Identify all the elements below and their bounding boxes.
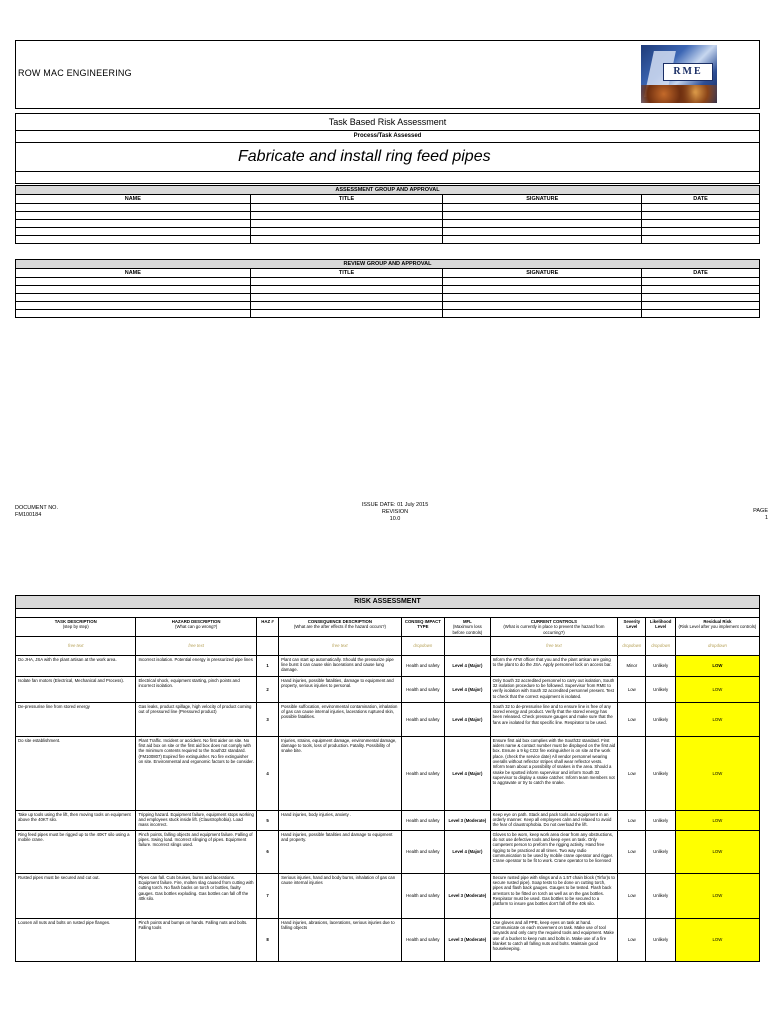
- logo-text: RME: [663, 63, 713, 81]
- risk-impact-type: Health and safety: [401, 702, 445, 736]
- risk-severity: Low: [618, 736, 646, 810]
- approval-cell: [443, 220, 642, 228]
- task-title: Task Based Risk Assessment: [16, 114, 759, 131]
- risk-number: 2: [256, 676, 278, 702]
- hint-free-text: free text: [16, 636, 136, 655]
- risk-mfl: Level 3 (Moderate): [445, 873, 491, 918]
- approval-cell: [250, 236, 443, 244]
- risk-severity: Minor: [618, 655, 646, 676]
- risk-row: [16, 918, 760, 961]
- risk-severity: Low: [618, 830, 646, 873]
- approval-cell: [16, 294, 251, 302]
- risk-controls: Ensure first aid box complies with the South32 standard. First aiders name & contact number must be displayed on the first aid box. Ensure a 9 kg CO2 fire extinguisher is on site at the work place. (check the service date) All vendor personnel wearing overalls without reflector stripes shall wear reflector vests. Inform team about a possibility of snakes in the area. Should a snake be spotted inform supervisor and inform South 32 supervisor to display a snake catcher. Inform team members not to aggravate or try to catch the snake.: [490, 736, 618, 810]
- risk-severity: Low: [618, 873, 646, 918]
- risk-likelihood: Unlikely: [646, 810, 675, 830]
- assessment-group-table: [15, 185, 760, 244]
- approval-cell: [642, 302, 760, 310]
- approval-cell: [642, 294, 760, 302]
- risk-task: Take up tools using the lift, then moving tools on equipment above the 40KT silo.: [16, 810, 136, 830]
- review-group-title: REVIEW GROUP AND APPROVAL: [16, 260, 760, 269]
- risk-task: Isolate fan motors (Electrical, Mechanical and Process).: [16, 676, 136, 702]
- risk-consequence: Hand injuries, abrasions, lacerations, serious injuries due to falling objects: [279, 918, 401, 961]
- risk-likelihood: Unlikely: [646, 918, 675, 961]
- logo-sparks: [641, 85, 717, 103]
- revision-label: REVISION: [381, 509, 409, 515]
- column-header: NAME: [16, 269, 251, 278]
- risk-task: Do JHA, JSA with the plant artisan at the work area.: [16, 655, 136, 676]
- header-hazard: HAZARD DESCRIPTION (What can go wrong?): [136, 618, 256, 637]
- header-task: TASK DESCRIPTION (step by step): [16, 618, 136, 637]
- risk-controls: Secure rusted pipe with slings and a 1.5T chain block (Tirfor)s to secure rusted pipe). Soap tests to be done on cutting torch, pipes and flash back gauges. Gauges to be tested. Flash back arrestors to be fitted on torch as well as on the gas bottles. Respirator must be used. Gas bottles to be secured to a platform to insure gas bottles don't fall off the 40k silo.: [490, 873, 618, 918]
- hint-empty: [445, 636, 491, 655]
- risk-consequence: Possible suffocation, environmental contamination, inhalation of gas can cause internal injuries, lacerations ruptured skin, possible fatalities.: [279, 702, 401, 736]
- approval-cell: [16, 302, 251, 310]
- risk-residual: LOW: [675, 736, 759, 810]
- approval-cell: [250, 310, 443, 318]
- risk-consequence: Hand injuries, possible fatalities and damage to equipment and property.: [279, 830, 401, 873]
- risk-mfl: Level 3 (Moderate): [445, 810, 491, 830]
- risk-task: Do site establishment.: [16, 736, 136, 810]
- approval-cell: [16, 220, 251, 228]
- approval-cell: [250, 204, 443, 212]
- approval-cell: [443, 310, 642, 318]
- approval-cell: [443, 204, 642, 212]
- risk-number: 6: [256, 830, 278, 873]
- risk-hazard: Tripping hazard. Equipment failure, equipment stops working and employees stuck inside lift. (Claustrophobia). Load mass incorrect.: [136, 810, 256, 830]
- revision-number: 10.0: [389, 516, 401, 522]
- assessment-group-title: ASSESSMENT GROUP AND APPROVAL: [16, 186, 760, 195]
- risk-row: [16, 676, 760, 702]
- process-label: Process/Task Assessed: [16, 131, 759, 143]
- approval-row: [16, 302, 760, 310]
- column-header: TITLE: [250, 195, 443, 204]
- approval-row: [16, 310, 760, 318]
- approval-cell: [443, 302, 642, 310]
- column-header: NAME: [16, 195, 251, 204]
- risk-likelihood: Unlikely: [646, 702, 675, 736]
- risk-likelihood: Unlikely: [646, 655, 675, 676]
- risk-hazard: Pipes can fall. Cuts bruises, burns and lacerations. Equipment failure. Fire, molten slag caused from cutting with cutting torch. No flash backs on torch or bottles, faulty gauges. Gas bottles exploding. Gas bottles can fall off the 40k silo.: [136, 873, 256, 918]
- approval-cell: [250, 294, 443, 302]
- risk-controls: South 32 to de-pressurise line and to ensure line is free of any stored energy and product. Verify that the stored energy has been released. Check pressure gauges and make sure that the fans are isolated for that specific line. Respirator to be used.: [490, 702, 618, 736]
- risk-controls: Keep eye on path. Stack and pack tools and equipment in an orderly manner. Keep all employees calm and relaxed to avoid the fear of claustrophobia. Do not overload the lift.: [490, 810, 618, 830]
- approval-cell: [250, 286, 443, 294]
- approval-row: [16, 228, 760, 236]
- approval-cell: [250, 228, 443, 236]
- risk-mfl: Level 3 (Moderate): [445, 918, 491, 961]
- approval-cell: [250, 212, 443, 220]
- risk-consequence: Plant can start up automatically. Should the pressurize pipe line burst it can cause skin lacerations and cause lung damage.: [279, 655, 401, 676]
- risk-controls: Only South 32 accredited personnel to carry out isolation, South 32 isolation procedure to be followed. Supervisor from RME to verify isolation with South 32 accredited personnel present. Test to check that the correct equipment is isolated.: [490, 676, 618, 702]
- hint-free-text: free text: [136, 636, 256, 655]
- approval-cell: [443, 212, 642, 220]
- process-name: Fabricate and install ring feed pipes: [238, 148, 491, 165]
- risk-assessment-title: RISK ASSESSMENT: [16, 596, 760, 609]
- approval-cell: [443, 278, 642, 286]
- risk-residual: LOW: [675, 918, 759, 961]
- header-residual: Residual Risk (Risk Level after you implement controls): [675, 618, 759, 637]
- header-consequence: CONSEQUENCE DESCRIPTION (What are the after effects if the hazard occurs?): [279, 618, 401, 637]
- hint-empty: [256, 636, 278, 655]
- risk-task: Rusted pipes must be secured and cut out.: [16, 873, 136, 918]
- risk-assessment-table: [15, 595, 760, 962]
- risk-residual: LOW: [675, 810, 759, 830]
- risk-number: 7: [256, 873, 278, 918]
- risk-mfl: Level 4 (Major): [445, 655, 491, 676]
- column-header: DATE: [642, 269, 760, 278]
- document-number-label: DOCUMENT NO.: [15, 505, 58, 511]
- approval-row: [16, 204, 760, 212]
- header-haz-number: HAZ #: [256, 618, 278, 637]
- risk-consequence: Serious injuries, hand and body burns, inhalation of gas can cause internal injuries: [279, 873, 401, 918]
- risk-residual: LOW: [675, 655, 759, 676]
- risk-severity: Low: [618, 918, 646, 961]
- approval-cell: [250, 302, 443, 310]
- risk-hazard: Plant Traffic. Incident or accident. No first aider on site. No first aid box on site or the first aid box does not comply with the minimum contents required to the South32 standard. (FM100807) Expired fire extinguisher. No fire extinguisher on site. Environmental and ergonomic factors to be consider.: [136, 736, 256, 810]
- risk-likelihood: Unlikely: [646, 736, 675, 810]
- risk-row: [16, 702, 760, 736]
- approval-row: [16, 212, 760, 220]
- header-controls: CURRENT CONTROLS (What is currently in place to prevent the hazard from occurring?): [490, 618, 618, 637]
- issue-block: [330, 502, 460, 523]
- risk-consequence: Hand injuries, possible fatalities, damage to equipment and property, serious injuries to personal.: [279, 676, 401, 702]
- risk-hazard: Pinch points, falling objects and equipment failure. Falling of pipes. Swing load. Incorrect slinging of pipes. Equipment failure. Incorrect slings used.: [136, 830, 256, 873]
- approval-cell: [443, 286, 642, 294]
- risk-row: [16, 830, 760, 873]
- risk-hazard: Electrical shock, equipment starting, pinch points and incorrect isolation.: [136, 676, 256, 702]
- risk-task: Loosen all nuts and bolts on rusted pipe flanges.: [16, 918, 136, 961]
- risk-residual: LOW: [675, 830, 759, 873]
- approval-cell: [16, 204, 251, 212]
- risk-hazard: Gas leaks, product spillage, high velocity of product coming out of pressured line (Pressured product): [136, 702, 256, 736]
- approval-cell: [642, 278, 760, 286]
- risk-controls: Gloves to be worn, keep work area clear from any obstructions, do not use defective tools and keep eyes on task. Only competent person to preform the rigging activity. Hand free rigging to be practiced at all times. Two way radio communication to be used by mobile crane operator and rigger. Crane operator to be fit to work. Crane operator to be licensed: [490, 830, 618, 873]
- header-impact-type: CONSEQ IMPACT TYPE: [401, 618, 445, 637]
- risk-residual: LOW: [675, 873, 759, 918]
- hint-free-text: free text: [279, 636, 401, 655]
- approval-row: [16, 220, 760, 228]
- review-group-table: [15, 259, 760, 318]
- risk-severity: Low: [618, 676, 646, 702]
- risk-severity: Low: [618, 702, 646, 736]
- company-logo: [641, 45, 717, 103]
- approval-cell: [443, 294, 642, 302]
- approval-cell: [642, 204, 760, 212]
- risk-number: 3: [256, 702, 278, 736]
- approval-cell: [16, 310, 251, 318]
- approval-cell: [642, 220, 760, 228]
- risk-mfl: Level 4 (Major): [445, 676, 491, 702]
- hint-dropdown: dropdown: [675, 636, 759, 655]
- header-mfl: MFL (Maximum loss before controls): [445, 618, 491, 637]
- approval-cell: [16, 228, 251, 236]
- approval-cell: [642, 286, 760, 294]
- header-severity: Severity Level: [618, 618, 646, 637]
- column-header: TITLE: [250, 269, 443, 278]
- risk-residual: LOW: [675, 676, 759, 702]
- risk-impact-type: Health and safety: [401, 736, 445, 810]
- approval-row: [16, 236, 760, 244]
- approval-cell: [642, 236, 760, 244]
- header-likelihood: Likelihood Level: [646, 618, 675, 637]
- approval-row: [16, 294, 760, 302]
- risk-likelihood: Unlikely: [646, 830, 675, 873]
- approval-cell: [642, 228, 760, 236]
- column-header: SIGNATURE: [443, 269, 642, 278]
- risk-impact-type: Health and safety: [401, 676, 445, 702]
- risk-impact-type: Health and safety: [401, 830, 445, 873]
- risk-impact-type: Health and safety: [401, 655, 445, 676]
- document-number-block: [15, 505, 58, 519]
- risk-impact-type: Health and safety: [401, 810, 445, 830]
- document-number: FM100184: [15, 512, 42, 518]
- approval-cell: [16, 286, 251, 294]
- hint-dropdown: dropdown: [401, 636, 445, 655]
- risk-number: 4: [256, 736, 278, 810]
- approval-row: [16, 278, 760, 286]
- risk-task: Ring feed pipes must be rigged up to the 40KT silo using a mobile crane.: [16, 830, 136, 873]
- risk-number: 5: [256, 810, 278, 830]
- spacer-row: [16, 609, 760, 618]
- risk-controls: Use gloves and all PPE, keep eyes on task at hand. Communicate on each movement on task. Make use of tool lanyards and only carry the required tools and equipment. Make use of a bucket to keep nuts and bolts in. Make use of a fire blanket to catch all falling nuts and bolts. Maintain good housekeeping.: [490, 918, 618, 961]
- issue-date: ISSUE DATE: 01 July 2015: [361, 502, 429, 508]
- risk-consequence: Hand injuries, body injuries, anxiety .: [279, 810, 401, 830]
- risk-mfl: Level 4 (Major): [445, 702, 491, 736]
- risk-mfl: Level 4 (Major): [445, 736, 491, 810]
- approval-cell: [250, 278, 443, 286]
- risk-mfl: Level 4 (Major): [445, 830, 491, 873]
- risk-impact-type: Health and safety: [401, 918, 445, 961]
- risk-number: 1: [256, 655, 278, 676]
- risk-controls: Inform the ATW officer that you and the plant artisan are going to the plant to do the JSA. Apply personnel lock on access bar.: [490, 655, 618, 676]
- spacer-bar: [15, 170, 760, 184]
- task-section: [15, 113, 760, 172]
- risk-likelihood: Unlikely: [646, 676, 675, 702]
- risk-likelihood: Unlikely: [646, 873, 675, 918]
- approval-cell: [250, 220, 443, 228]
- risk-number: 8: [256, 918, 278, 961]
- approval-cell: [16, 278, 251, 286]
- hint-free-text: free text: [490, 636, 618, 655]
- risk-hazard: Pinch points and bumps on hands. Falling nuts and bolts. Falling tools: [136, 918, 256, 961]
- risk-residual: LOW: [675, 702, 759, 736]
- approval-cell: [443, 236, 642, 244]
- hint-dropdown: dropdown: [646, 636, 675, 655]
- approval-cell: [16, 212, 251, 220]
- company-name: ROW MAC ENGINEERING: [18, 68, 132, 78]
- risk-row: [16, 810, 760, 830]
- risk-task: De-pressurise line from stored energy: [16, 702, 136, 736]
- column-header: DATE: [642, 195, 760, 204]
- risk-row: [16, 736, 760, 810]
- approval-row: [16, 286, 760, 294]
- approval-cell: [642, 212, 760, 220]
- approval-cell: [443, 228, 642, 236]
- risk-hazard: Incorrect isolation. Potential energy in pressurized pipe lines: [136, 655, 256, 676]
- column-header: SIGNATURE: [443, 195, 642, 204]
- risk-consequence: Injuries, strains, equipment damage, environmental damage, damage to tools, loss of production. Fatality. Possibility of snake bite.: [279, 736, 401, 810]
- hint-dropdown: dropdown: [618, 636, 646, 655]
- page-label: PAGE: [753, 508, 768, 514]
- risk-row: [16, 873, 760, 918]
- risk-row: [16, 655, 760, 676]
- risk-impact-type: Health and safety: [401, 873, 445, 918]
- risk-severity: Low: [618, 810, 646, 830]
- approval-cell: [642, 310, 760, 318]
- approval-cell: [16, 236, 251, 244]
- page-number: 1: [764, 515, 768, 521]
- page-block: [730, 508, 768, 522]
